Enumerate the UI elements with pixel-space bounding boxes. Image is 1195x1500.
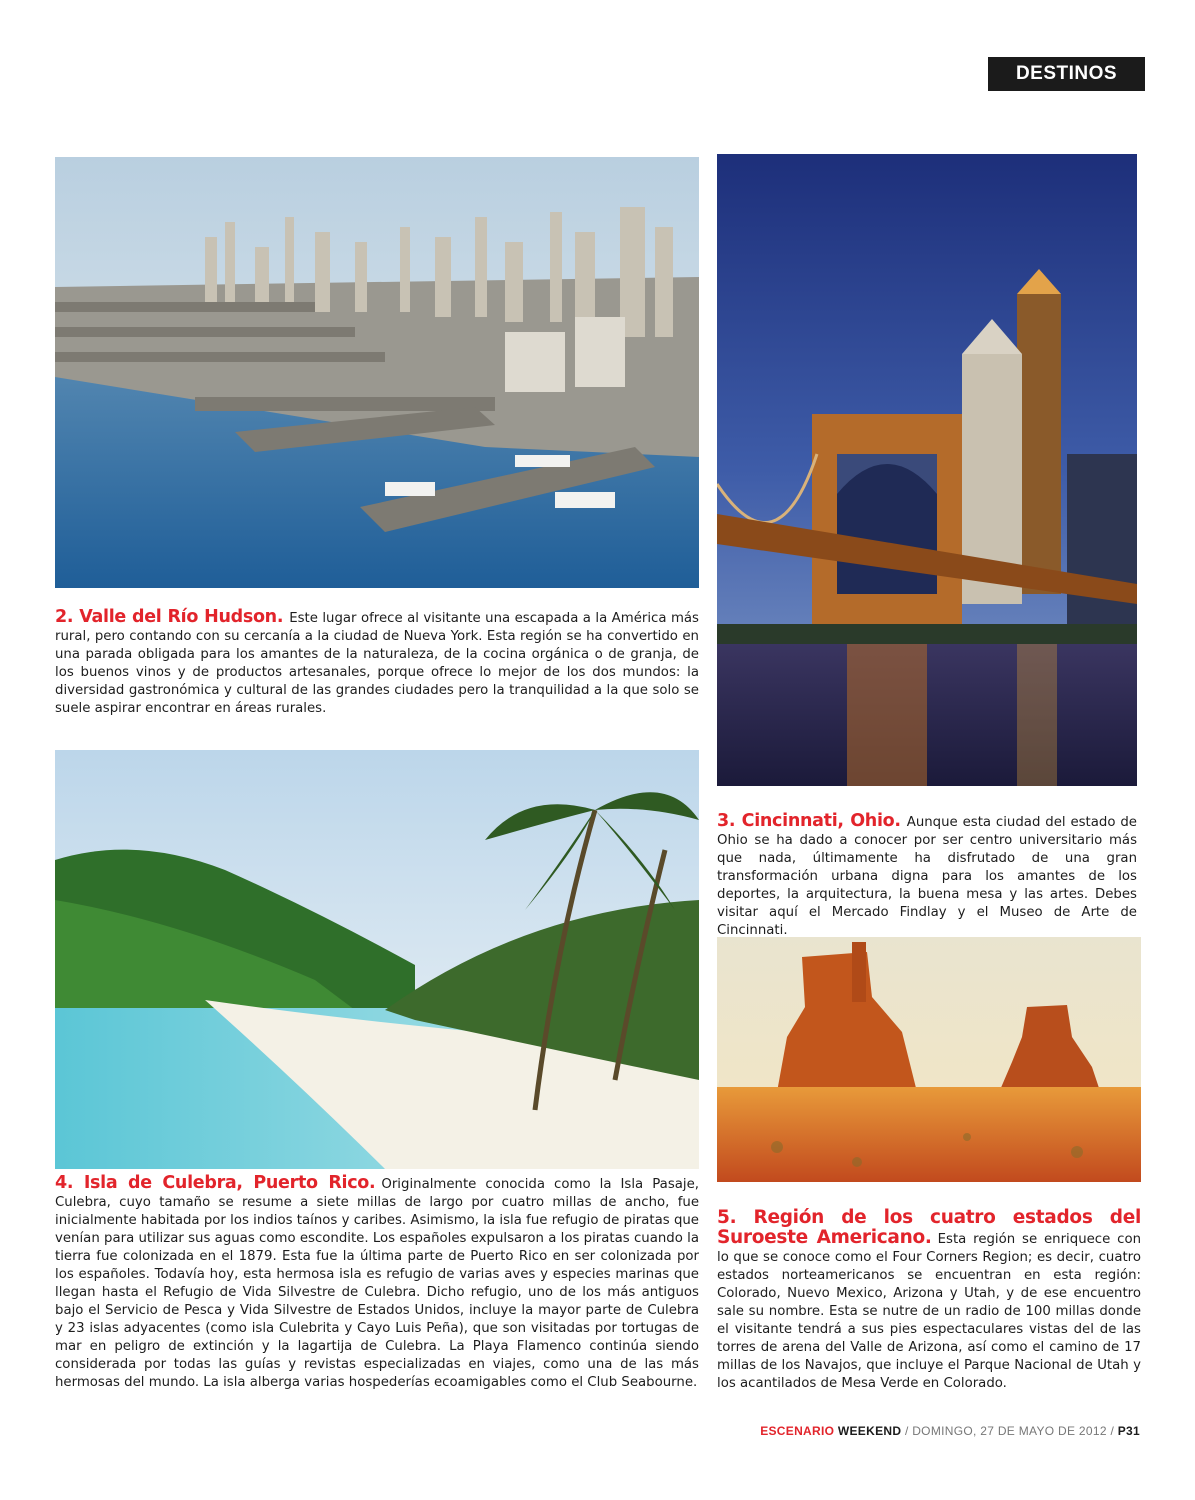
article-body: Esta región se enriquece con lo que se conoce como el Four Corners Region; es decir, cuatro estados norteamericanos se encuentran en esta región: Colorado, Nuevo Mexico, Arizona y Utah, y de ese encuentro sale su nombre. Esta se nutre de un radio de 100 millas donde el visitante tendrá a sus pies espectaculares vistas del de las torres de arena del Valle de Arizona, así como el camino de 17 millas de los Navajos, que incluye el Parque Nacional de Utah y los acantilados de Mesa Verde en Colorado. [717, 1232, 1142, 1391]
article-heading: 5. Región de los cuatro estados del Suroeste Americano. [717, 1207, 1141, 1248]
photo-culebra-beach [55, 750, 699, 1169]
footer-brand: ESCENARIO [760, 1424, 835, 1438]
article-body: Este lugar ofrece al visitante una escapada a la América más rural, pero contando con su cercanía a la ciudad de Nueva York. Esta región se ha convertido en una parada obligada para los amantes de la naturaleza, de la cocina orgánica o de granja, de los buenos vinos y de productos artesanales, porque ofrece lo mejor de los dos mundos: la diversidad gastronómica y cultural de las grandes ciudades pero la tranquilidad a la que solo se suele aspirar encontrar en áreas rurales. [55, 611, 699, 716]
article-four-corners [717, 1209, 1141, 1393]
page-footer [760, 1424, 1140, 1438]
article-heading: 2. Valle del Río Hudson. [55, 607, 284, 627]
section-tag: DESTINOS [988, 57, 1145, 91]
photo-cincinnati-bridge [717, 154, 1137, 786]
photo-hudson-harbor [55, 157, 699, 588]
article-heading: 3. Cincinnati, Ohio. [717, 811, 901, 831]
page-number: P31 [1117, 1424, 1140, 1438]
article-body: Aunque esta ciudad del estado de Ohio se ha dado a conocer por ser centro universitario más que nada, últimamente ha disfrutado de una gran transformación urbana digna para los amantes de los deportes, la arquitectura, la buena mesa y las artes. Debes visitar aquí el Mercado Findlay y el Museo de Arte de Cincinnati. [717, 815, 1137, 938]
article-heading: 4. Isla de Culebra, Puerto Rico. [55, 1173, 376, 1193]
footer-date: / DOMINGO, 27 DE MAYO DE 2012 / [904, 1424, 1115, 1438]
article-cincinnati [717, 812, 1137, 940]
article-body: Originalmente conocida como la Isla Pasaje, Culebra, cuyo tamaño se resume a siete millas de largo por cuatro millas de ancho, fue inicialmente habitada por los indios taínos y caribes. Asimismo, la isla fue refugio de piratas que venían para utilizar sus aguas como escondite. Los españoles expulsaron a los piratas cuando la tierra fue colonizada en el 1879. Esta fue la última parte de Puerto Rico en ser colonizada por los españoles. Todavía hoy, esta hermosa isla es refugio de varias aves y especies marinas que llegan hasta el Refugio de Vida Silvestre de Culebra. Dicho refugio, uno de los más antiguos bajo el Servicio de Pesca y Vida Silvestre de Estados Unidos, incluye la mayor parte de Culebra y 23 islas adyacentes (como isla Culebrita y Cayo Luis Peña), que son visitadas por tortugas de mar en peligro de extinción y la lagartija de Culebra. La Playa Flamenco continúa siendo considerada por todas las guías y revistas especializadas en viajes, como una de las más hermosas del mundo. La isla alberga varias hospederías ecoamigables como el Club Seabourne. [55, 1177, 699, 1390]
article-hudson [55, 608, 699, 718]
photo-monument-valley [717, 937, 1141, 1182]
footer-weekend: WEEKEND [837, 1424, 902, 1438]
article-culebra [55, 1174, 699, 1392]
